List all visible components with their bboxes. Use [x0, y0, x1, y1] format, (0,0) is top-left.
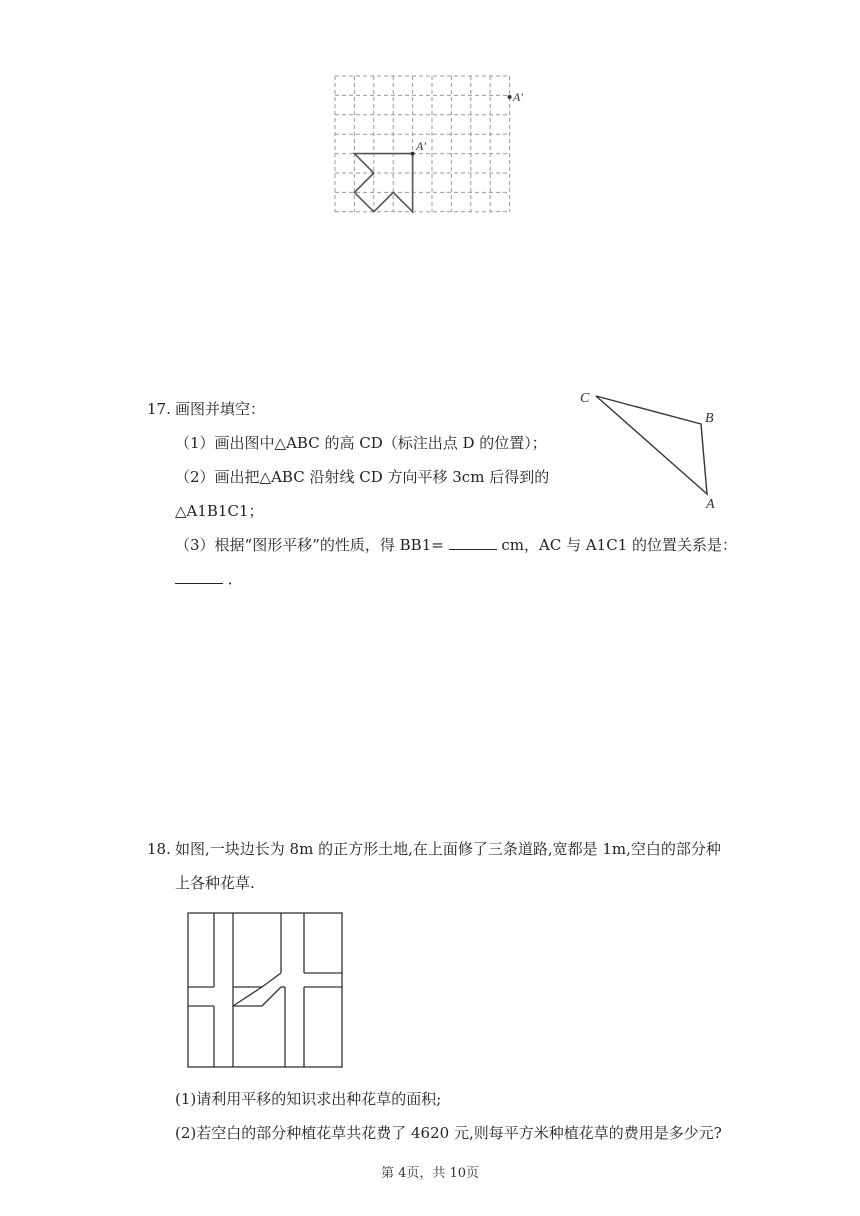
q17-part2-line2: △A1B1C1；: [175, 502, 264, 520]
q17-part3: [175, 535, 737, 555]
q17-number: 17.: [147, 400, 171, 418]
answer-blank-bb1[interactable]: [449, 535, 497, 550]
q17-part1: （1）画出图中△ABC 的高 CD（标注出点 D 的位置）；: [175, 434, 547, 452]
q17-part3-line2: [175, 569, 243, 589]
q17-part3-prefix: （3）根据“图形平移”的性质，得 BB1=: [175, 536, 444, 554]
triangle-abc-figure: [572, 384, 732, 514]
square-field-figure: [185, 910, 345, 1070]
q18-sub2: (2)若空白的部分种植花草共花费了 4620 元,则每平方米种植花草的费用是多少元?: [175, 1124, 722, 1142]
q18-line1: 如图,一块边长为 8m 的正方形土地,在上面修了三条道路,宽都是 1m,空白的部分种: [175, 840, 721, 858]
point-a-prime: [508, 95, 512, 99]
grid-shape-outline: [354, 154, 412, 212]
q18-number: 18.: [147, 840, 171, 858]
label-a: A: [706, 497, 715, 512]
q17-part2-line1: （2）画出把△ABC 沿射线 CD 方向平移 3cm 后得到的: [175, 468, 550, 486]
triangle-abc: [596, 396, 707, 494]
answer-blank-position[interactable]: [175, 569, 223, 584]
field-outline: [188, 913, 342, 1067]
label-a-prime-right: A′: [513, 90, 523, 104]
label-c: C: [580, 391, 590, 406]
q17-title: 画图并填空：: [175, 400, 266, 418]
point-a: [411, 152, 415, 156]
label-a-prime: A′: [416, 139, 426, 153]
page-footer: 第 4页，共 10页: [380, 1166, 480, 1181]
q18-line2: 上各种花草.: [175, 874, 255, 892]
q17-part3-end: ．: [227, 570, 243, 588]
translation-grid-figure: [330, 72, 530, 217]
q17-part3-mid: cm，AC 与 A1C1 的位置关系是：: [501, 536, 738, 554]
label-b: B: [705, 411, 714, 426]
q18-sub1: (1)请利用平移的知识求出种花草的面积;: [175, 1090, 442, 1108]
